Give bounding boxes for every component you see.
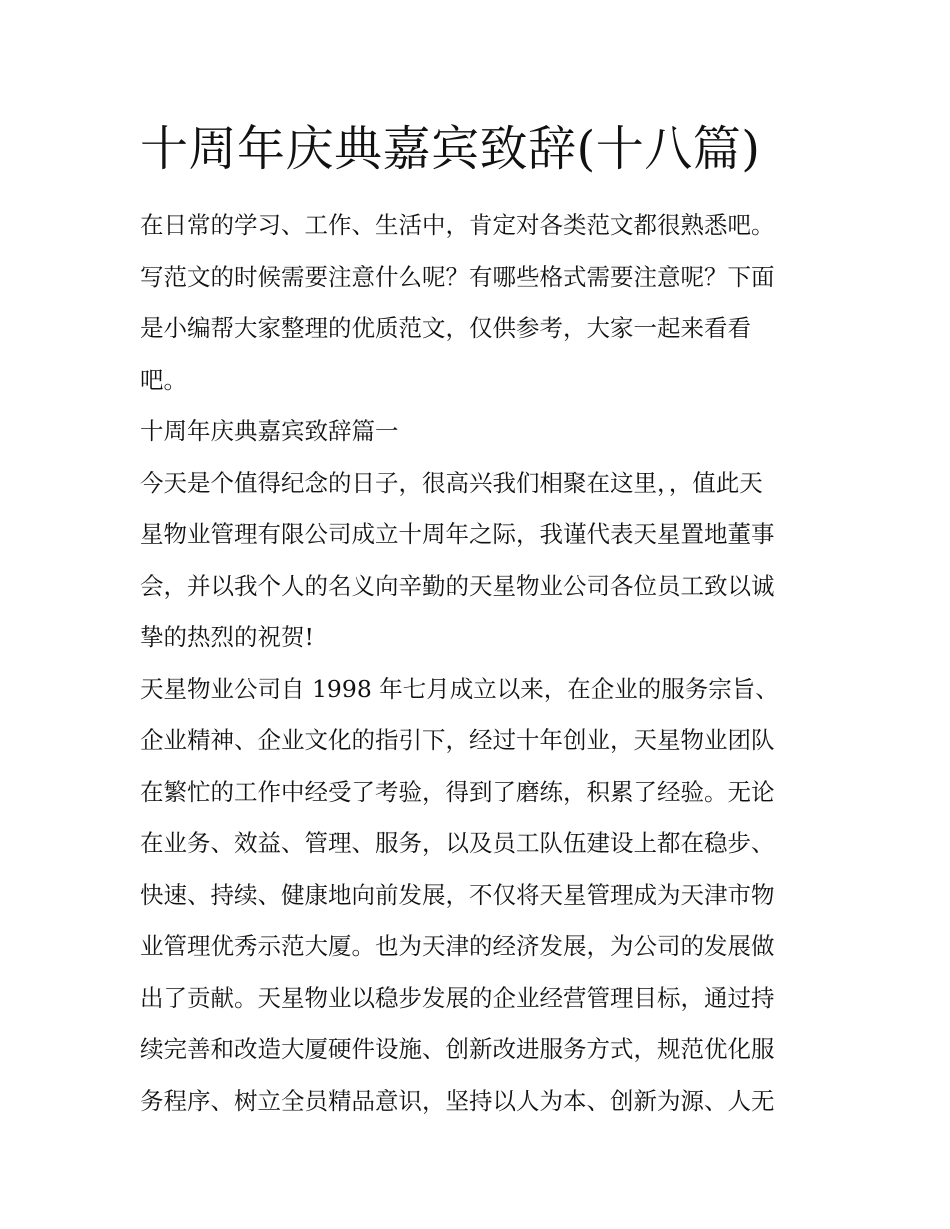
paragraph-line: 快速、持续、健康地向前发展，不仅将天星管理成为天津市物 [140,880,775,909]
intro-paragraph [140,200,830,406]
section-heading: 十周年庆典嘉宾致辞篇一 [140,417,399,445]
document-title: 十周年庆典嘉宾致辞(十八篇) [140,121,761,177]
intro-line: 写范文的时候需要注意什么呢？有哪些格式需要注意呢？下面 [140,262,775,291]
paragraph-line: 出了贡献。天星物业以稳步发展的企业经营管理目标，通过持 [140,983,775,1012]
intro-line: 在日常的学习、工作、生活中，肯定对各类范文都很熟悉吧。 [140,211,775,239]
paragraph-2 [140,664,830,1128]
paragraph-line: 企业精神、企业文化的指引下，经过十年创业，天星物业团队 [140,726,775,754]
paragraph-line: 续完善和改造大厦硬件设施、创新改进服务方式，规范优化服 [140,1035,775,1063]
paragraph-line: 会，并以我个人的名义向辛勤的天星物业公司各位员工致以诚 [140,571,775,600]
paragraph-1 [140,458,830,664]
paragraph-line: 今天是个值得纪念的日子，很高兴我们相聚在这里，，值此天 [140,468,763,497]
paragraph-line: 在业务、效益、管理、服务，以及员工队伍建设上都在稳步、 [140,829,775,857]
intro-line: 是小编帮大家整理的优质范文，仅供参考，大家一起来看看 [140,314,751,342]
paragraph-line: 务程序、树立全员精品意识，坚持以人为本、创新为源、人无 [140,1086,775,1115]
document-body [140,112,830,1127]
intro-line: 吧。 [140,365,187,394]
paragraph-line: 在繁忙的工作中经受了考验，得到了磨练，积累了经验。无论 [140,777,775,806]
paragraph-line: 星物业管理有限公司成立十周年之际，我谨代表天星置地董事 [140,520,775,548]
paragraph-line: 业管理优秀示范大厦。也为天津的经济发展，为公司的发展做 [140,932,775,960]
paragraph-line: 挚的热烈的祝贺! [140,623,314,651]
paragraph-line: 天星物业公司自 1998 年七月成立以来，在企业的服务宗旨、 [140,674,779,703]
